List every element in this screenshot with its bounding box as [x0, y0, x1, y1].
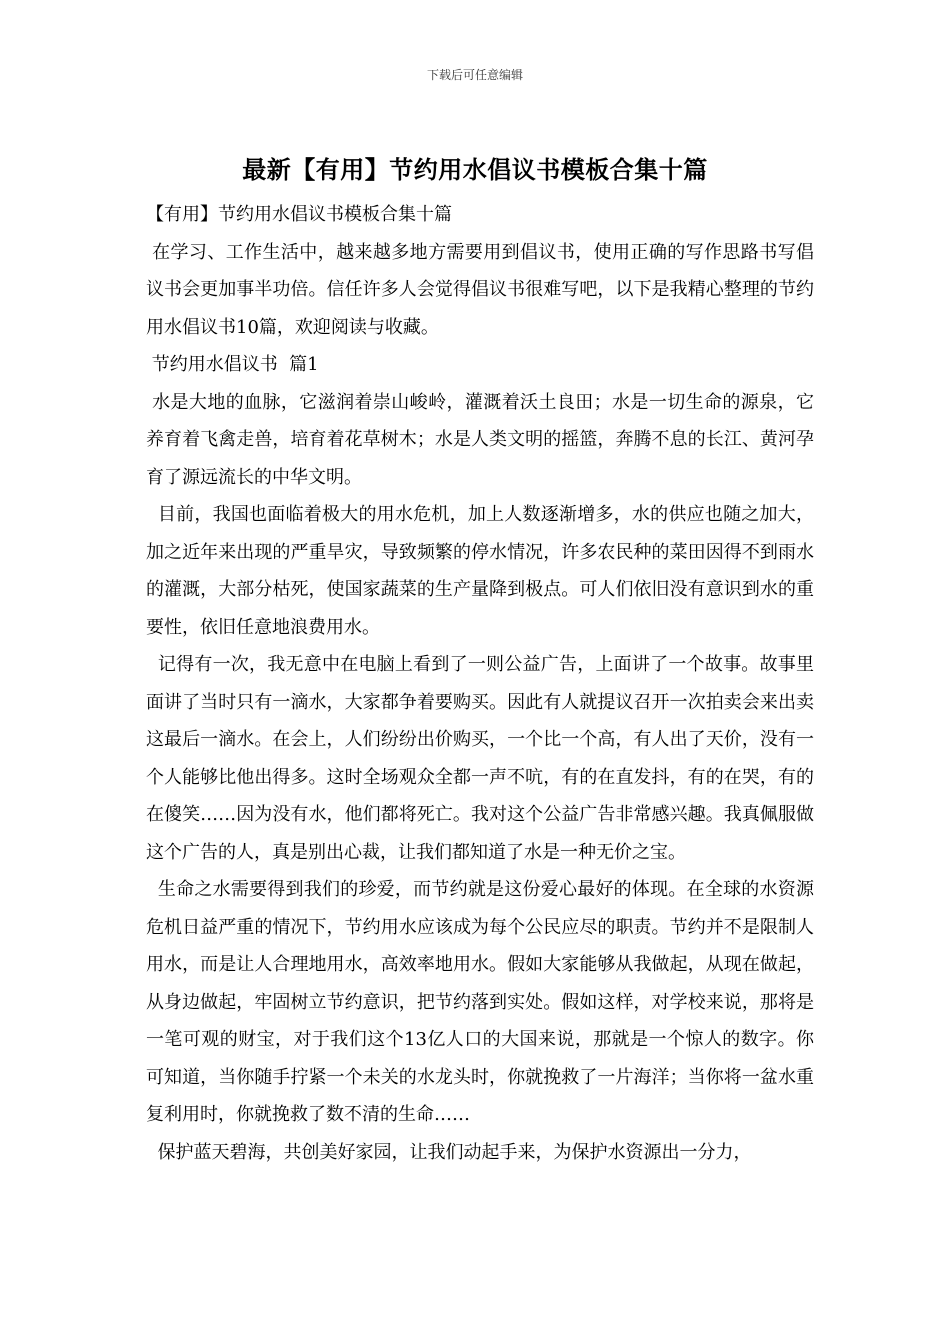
subtitle-line: 【有用】节约用水倡议书模板合集十篇: [146, 204, 452, 225]
intro-paragraph: 在学习、工作生活中，越来越多地方需要用到倡议书，使用正确的写作思路书写倡议书会更加事半功倍。信任许多人会觉得倡议书很难写吧，以下是我精心整理的节约用水倡议书10篇，欢迎阅读与收藏。: [146, 241, 814, 338]
header-note: 下载后可任意编辑: [426, 68, 523, 82]
body-paragraph: 水是大地的血脉，它滋润着崇山峻岭，灌溉着沃土良田；水是一切生命的源泉，它养育着飞禽走兽，培育着花草树木；水是人类文明的摇篮，奔腾不息的长江、黄河孕育了源远流长的中华文明。: [146, 391, 814, 488]
document-title: 最新【有用】节约用水倡议书模板合集十篇: [242, 155, 708, 184]
body-paragraph: 记得有一次，我无意中在电脑上看到了一则公益广告，上面讲了一个故事。故事里面讲了当时只有一滴水，大家都争着要购买。因此有人就提议召开一次拍卖会来出卖这最后一滴水。在会上，人们纷纷出价购买，一个比一个高，有人出了天价，没有一个人能够比他出得多。这时全场观众全都一声不吭，有的在直发抖，有的在哭，有的在傻笑……因为没有水，他们都将死亡。我对这个公益广告非常感兴趣。我真佩服做这个广告的人，真是别出心裁，让我们都知道了水是一种无价之宝。: [146, 654, 814, 863]
body-paragraph: 目前，我国也面临着极大的用水危机，加上人数逐渐增多，水的供应也随之加大，加之近年来出现的严重旱灾，导致频繁的停水情况，许多农民种的菜田因得不到雨水的灌溉，大部分枯死，使国家蔬菜的生产量降到极点。可人们依旧没有意识到水的重要性，依旧任意地浪费用水。: [146, 504, 814, 638]
document-body: [146, 196, 814, 1171]
section-heading: 节约用水倡议书 篇1: [146, 354, 319, 375]
body-paragraph: 生命之水需要得到我们的珍爱，而节约就是这份爱心最好的体现。在全球的水资源危机日益严重的情况下，节约用水应该成为每个公民应尽的职责。节约并不是限制人用水，而是让人合理地用水，高效率地用水。假如大家能够从我做起，从现在做起，从身边做起，牢固树立节约意识，把节约落到实处。假如这样，对学校来说，那将是一笔可观的财宝，对于我们这个13亿人口的大国来说，那就是一个惊人的数字。你可知道，当你随手拧紧一个未关的水龙头时，你就挽救了一片海洋；当你将一盆水重复利用时，你就挽救了数不清的生命……: [146, 879, 814, 1125]
body-paragraph: 保护蓝天碧海，共创美好家园，让我们动起手来，为保护水资源出一分力，: [146, 1141, 752, 1163]
